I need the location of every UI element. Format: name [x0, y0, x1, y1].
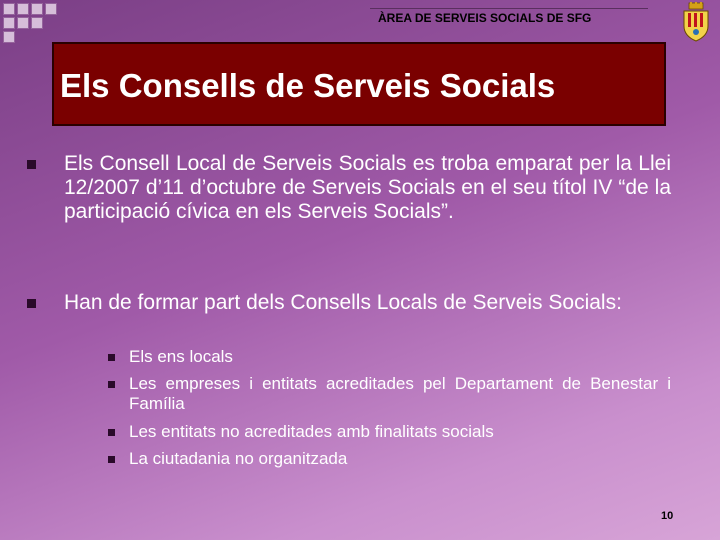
slide-title: Els Consells de Serveis Socials	[60, 67, 556, 104]
paragraph-2: Han de formar part dels Consells Locals de Serveis Socials:	[64, 291, 622, 314]
sub-item-3: Les entitats no acreditades amb finalitats socials	[129, 422, 494, 441]
square-bullet-icon	[27, 160, 36, 169]
municipal-seal-icon	[680, 2, 712, 42]
sub-item-2: Les empreses i entitats acreditades pel Departament de Benestar i Família	[129, 374, 671, 413]
sub-item-4: La ciutadania no organitzada	[129, 449, 348, 468]
square-bullet-icon	[108, 381, 115, 388]
sub-item-1: Els ens locals	[129, 347, 233, 366]
square-bullet-icon	[108, 429, 115, 436]
area-header: ÀREA DE SERVEIS SOCIALS DE SFG	[378, 11, 592, 25]
page-number: 10	[661, 510, 674, 522]
decorative-squares-icon	[0, 0, 60, 48]
square-bullet-icon	[108, 354, 115, 361]
square-bullet-icon	[27, 299, 36, 308]
square-bullet-icon	[108, 456, 115, 463]
paragraph-1: Els Consell Local de Serveis Socials es troba emparat per la Llei 12/2007 d’11 d’octubre de Serveis Socials en el seu títol IV “de la participació cívica en els Serveis Socials”.	[64, 152, 671, 223]
